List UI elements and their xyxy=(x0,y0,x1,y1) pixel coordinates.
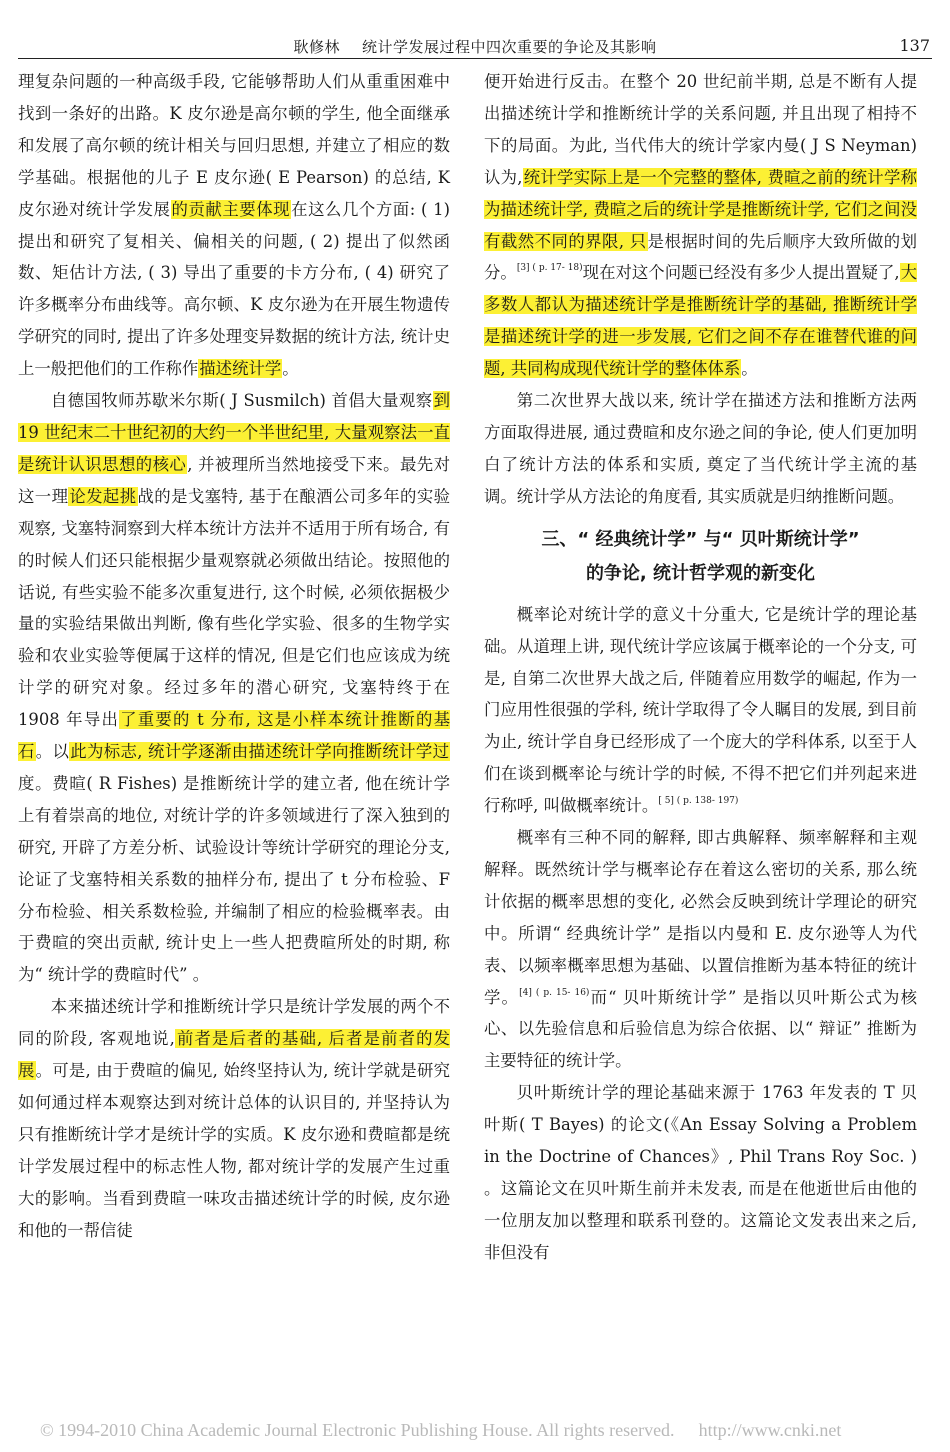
paragraph xyxy=(18,385,450,991)
paragraph xyxy=(18,991,450,1246)
citation-ref: [3] ( p. 17- 18) xyxy=(516,263,583,274)
body-text: 在这么几个方面: ( 1) 提出和研究了复相关、偏相关的问题, ( 2) 提出了似然函数、矩估计方法, ( 3) 导出了重要的卡方分布, ( 4) 研究了许多概率分布曲线等。高尔顿、K 皮尔逊为在开展生物遗传学研究的同时, 提出了许多处理变异数据的统计方法, 统计史上一般把他们的工作称作 xyxy=(18,199,451,379)
left-column xyxy=(18,66,450,1247)
paragraph xyxy=(484,66,917,385)
running-header xyxy=(18,10,932,59)
right-column xyxy=(484,66,917,1269)
citation-ref: [4] ( p. 15- 16) xyxy=(519,987,590,998)
paragraph: 第二次世界大战以来, 统计学在描述方法和推断方法两方面取得进展, 通过费暄和皮尔逊之间的争论, 使人们更加明白了统计方法的体系和实质, 奠定了当代统计学主流的基调。统计学从方法论的角度看, 其实质就是归纳推断问题。 xyxy=(484,391,917,506)
body-text: 。可是, 由于费暄的偏见, 始终坚持认为, 统计学就是研究如何通过样本观察达到对统计总体的认识目的, 并坚持认为只有推断统计学才是统计学的实质。K 皮尔逊和费暄都是统计学发展过程中的标志性人物, 都对统计学的发展产生过重大的影响。当看到费暄一味攻击描述统计学的时候, 皮尔逊和他的一帮信徒 xyxy=(18,1061,450,1240)
copyright-text: © 1994-2010 China Academic Journal Electronic Publishing House. All rights reserved. xyxy=(40,1420,675,1440)
section-heading xyxy=(484,523,917,591)
highlight: 此为标志, 统计学逐渐由描述统计学向推断统计学过 xyxy=(70,742,450,762)
body-text: 本来描述统计学和推断统计学只是统计学发展的两个不同的阶段, 客观地说, xyxy=(18,997,450,1049)
running-title xyxy=(18,36,932,57)
body-text: 战的是戈塞特, 基于在酿酒公司多年的实验观察, 戈塞特洞察到大样本统计方法并不适用于所有场合, 有的时候人们还只能根据少量观察就必须做出结论。按照他的话说, 有些实验不能多次重复进行, 这个时候, 必须依据极少量的实验结果做出判断, 像有些化学实验、很多的生物学实验和农业实验等便属于这样的情况, 但是它们也应该成为统计学的研究对象。经过多年的潜心研究, 戈塞特终于在 1908 年导出 xyxy=(18,486,451,730)
paragraph: 贝叶斯统计学的理论基础来源于 1763 年发表的 T 贝叶斯( T Bayes) 的论文(《An Essay Solving a Problem in the Doctrine of Chances》, Phil Trans Roy Soc. ) 。这篇论文在贝叶斯生前并未发表, 而是在他逝世后由他的一位朋友加以整理和联系刊登的。这篇论文发表出来之后, 非但没有 xyxy=(484,1083,917,1262)
body-text: 现在对这个问题已经没有多少人提出置疑了, xyxy=(582,263,900,283)
highlight: 了重要的 t 分布, 这是小样本统计推断的基石 xyxy=(18,710,450,762)
body-text: , 并被理所当然地接受下来。最先对这一理 xyxy=(18,454,451,506)
body-text: 。 xyxy=(282,359,299,379)
body-text: 。 xyxy=(741,359,758,379)
highlight: 大多数人都认为描述统计学是推断统计学的基础, 推断统计学是描述统计学的进一步发展, 它们之间不存在谁替代谁的问题, 共同构成现代统计学的整体体系 xyxy=(484,263,917,379)
section-heading-line: 的争论, 统计哲学观的新变化 xyxy=(585,562,816,584)
body-text: 便开始进行反击。在整个 20 世纪前半期, 总是不断有人提出描述统计学和推断统计学的关系问题, 并且出现了相持不下的局面。为此, 当代伟大的统计学家内曼( J S Neyman) 认为, xyxy=(484,72,917,187)
header-author: 耿修林 xyxy=(293,38,340,56)
body-text: 度。费暄( R Fishes) 是推断统计学的建立者, 他在统计学上有着崇高的地位, 对统计学的许多领域进行了深入独到的研究, 开辟了方差分析、试验设计等统计学研究的理论分支, 论证了戈塞特相关系数的抽样分布, 提出了 t 分布检验、F 分布检验、相关系数检验, 并编制了相应的检验概率表。由于费暄的突出贡献, 统计史上一些人把费暄所处的时期, 称为“ 统计学的费暄时代” 。 xyxy=(18,773,450,985)
body-text: 而“ 贝叶斯统计学” 是指以贝叶斯公式为核心、以先验信息和后验信息为综合依据、以“ 辩证” 推断为主要特征的统计学。 xyxy=(484,987,917,1071)
header-article-title: 统计学发展过程中四次重要的争论及其影响 xyxy=(362,38,657,56)
paragraph xyxy=(484,822,917,1077)
highlight: 统计学实际上是一个完整的整体, 费暄之前的统计学称为描述统计学, 费暄之后的统计学是推断统计学, 它们之间没有截然不同的界限, 只 xyxy=(484,167,917,251)
body-text: 是根据时间的先后顺序大致所做的划分。 xyxy=(484,231,918,283)
body-text: 。以 xyxy=(35,742,70,762)
highlight: 描述统计学 xyxy=(199,359,282,379)
paragraph xyxy=(484,599,917,822)
citation-ref: [ 5] ( p. 138- 197) xyxy=(658,796,739,807)
highlight: 到 19 世纪末二十世纪初的大约一个半世纪里, 大量观察法一直是统计认识思想的核心 xyxy=(18,391,450,474)
body-text: 理复杂问题的一种高级手段, 它能够帮助人们从重重困难中找到一条好的出路。K 皮尔逊是高尔顿的学生, 他全面继承和发展了高尔顿的统计相关与回归思想, 并建立了相应的数学基础。根据他的儿子 E 皮尔逊( E Pearson) 的总结, K 皮尔逊对统计学发展 xyxy=(18,72,450,219)
section-heading-line: 三、“ 经典统计学” 与“ 贝叶斯统计学” xyxy=(541,528,860,550)
body-text: 概率有三种不同的解释, 即古典解释、频率解释和主观解释。既然统计学与概率论存在着这么密切的关系, 那么统计依据的概率思想的变化, 必然会反映到统计学理论的研究中。所谓“ 经典统计学” 是指以内曼和 E. 皮尔逊等人为代表、以频率概率思想为基础、以置信推断为基本特征的统计学。 xyxy=(484,828,917,1007)
body-text: 自德国牧师苏歇米尔斯( J Susmilch) 首倡大量观察 xyxy=(50,391,433,411)
page-number: 137 xyxy=(899,36,930,55)
body-text: 概率论对统计学的意义十分重大, 它是统计学的理论基础。从道理上讲, 现代统计学应该属于概率论的一个分支, 可是, 自第二次世界大战之后, 伴随着应用数学的崛起, 作为一门应用性很强的学科, 统计学取得了令人瞩目的发展, 到目前为止, 统计学自身已经形成了一个庞大的学科体系, 以至于人们在谈到概率论与统计学的时候, 不得不把它们并列起来进行称呼, 叫做概率统计。 xyxy=(484,604,917,816)
highlight: 的贡献主要体现 xyxy=(171,199,291,219)
highlight: 论发起挑 xyxy=(69,486,137,506)
paragraph xyxy=(18,66,450,385)
source-url: http://www.cnki.net xyxy=(698,1420,842,1440)
copyright-watermark xyxy=(40,1420,950,1441)
highlight: 前者是后者的基础, 后者是前者的发展 xyxy=(18,1029,450,1081)
